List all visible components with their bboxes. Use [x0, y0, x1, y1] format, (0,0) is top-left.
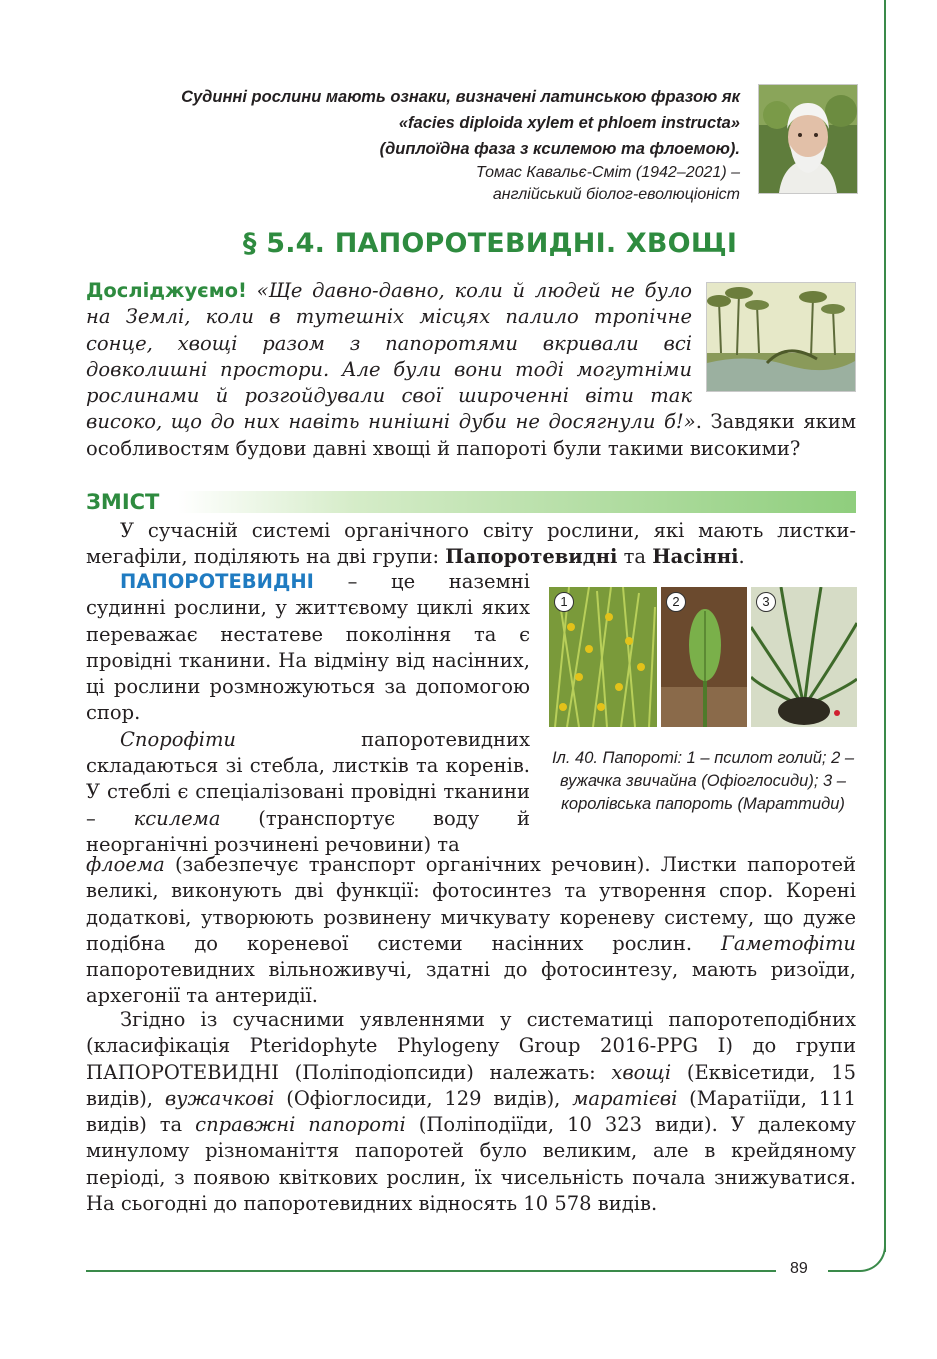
paragraph-text: .: [738, 545, 745, 569]
figure-image-psilotum: [549, 587, 657, 727]
page-frame-corner: [828, 1222, 886, 1272]
paragraph-text: У сучасній системі органічного світу рослини, які мають листки-мегафіли, поділяють на дві групи:: [86, 519, 856, 569]
epigraph-quote-line: «facies diploida xylem et phloem instructa»: [398, 114, 740, 132]
figure-label-1: 1: [554, 592, 574, 612]
paragraph-text: (Маратіїди, 111 видів) та: [86, 1086, 856, 1137]
paragraph-text: Згідно із сучасними уявленнями у систематиці папоротеподібних (класифікація Pteridophyte Phylogeny Group 2016-PPG I) до групи ПАПОРОТЕВИДНІ (Поліподіопсиди) належать:: [86, 1008, 856, 1084]
figure-caption: Іл. 40. Папороті: 1 – псилот голий; 2 – вужачка звичайна (Офіоглосиди); 3 – королівська папороть (Мараттиди): [551, 749, 855, 813]
paragraph-groups: [86, 518, 856, 571]
epigraph: [100, 84, 740, 206]
term-adders-tongues: вужачкові: [164, 1086, 275, 1110]
explore-question: . Завдяки яким особливостям будови давні хвощі й папороті були такими високими?: [86, 410, 857, 460]
content-heading: ЗМІСТ: [86, 490, 160, 514]
term-true-ferns: справжні папороті: [195, 1113, 406, 1137]
term-sporophytes: Спорофіти: [120, 727, 236, 751]
paragraph-text: (Офіоглосиди, 129 видів),: [274, 1086, 573, 1110]
page-number: 89: [790, 1260, 808, 1277]
term-seed-plants: Насінні: [652, 545, 739, 569]
figure-40: [549, 587, 857, 727]
explore-lead: Досліджуємо!: [86, 279, 247, 302]
term-xylem: ксилема: [133, 806, 221, 830]
paragraph-definition: [86, 569, 530, 727]
epigraph-author: Томас Кавальє-Сміт (1942–2021) –: [475, 164, 740, 181]
epigraph-quote-line: Судинні рослини мають ознаки, визначені латинською фразою як: [181, 88, 740, 106]
content-heading-bar: [86, 491, 856, 513]
term-phloem: флоема: [86, 853, 165, 876]
paragraph-sporophytes: [86, 727, 530, 858]
left-column-text: [86, 569, 530, 858]
epigraph-quote-line: (диплоїдна фаза з ксилемою та флоемою).: [379, 140, 740, 158]
paragraph-text: – це наземні судинні рослини, у життєвому циклі яких переважає нестатеве покоління та є провідні тканини. На відміну від насінних, ці рослини розмножуються за допомогою спор.: [86, 570, 530, 725]
paragraph-text: (Поліподіїди, 10 323 види). У далекому минулому різноманіття папоротей було великим, але в крейдяному періоді, з появою квіткових рослин, їх чисельність почала знижуватися. На сьогодні до папоротевидних відносять 10 578 видів.: [86, 1113, 856, 1216]
term-gametophytes: Гаметофіти: [720, 931, 856, 955]
paragraph-sporophytes-continued: [86, 852, 856, 1010]
prehistoric-landscape-image: [706, 282, 856, 392]
figure-image-ophioglossum: [661, 587, 747, 727]
figure-label-2: 2: [666, 592, 686, 612]
epigraph-author-description: англійський біолог-еволюціоніст: [492, 186, 740, 203]
intro-paragraph: [86, 278, 856, 462]
figure-label-3: 3: [756, 592, 776, 612]
term-horsetails: хвощі: [611, 1060, 672, 1084]
page-frame-right: [884, 0, 886, 1252]
explore-quote: «Ще давно-давно, коли й людей не було на Землі, коли в тутешніх місцях палило тропічне сонце, хвощі разом з папоротями вкривали всі довколишні простори. Але були вони тоді могутніми рослинами й розгойдували свої широченні віти так високо, що до них навіть нинішні дуби не досягнули б!»: [86, 279, 696, 434]
term-marattiaceae: маратієві: [572, 1086, 678, 1110]
section-title: § 5.4. ПАПОРОТЕВИДНІ. ХВОЩІ: [242, 228, 738, 259]
term-ferns: Папоротевидні: [445, 545, 618, 569]
paragraph-text: (транспортує воду й неорганічні розчинені речовини) та: [86, 806, 530, 856]
figure-image-marattia: [751, 587, 857, 727]
author-portrait: [758, 84, 858, 194]
paragraph-text: папоротевидних складаються зі стебла, листків та коренів. У стеблі є спеціалізовані провідні тканини –: [86, 727, 530, 830]
paragraph-text: папоротевидних вільноживучі, здатні до фотосинтезу, мають ризоїди, архегонії та антеридії.: [86, 958, 856, 1008]
term-pteridophytes: ПАПОРОТЕВИДНІ: [120, 570, 314, 593]
footer-rule: [86, 1270, 776, 1272]
paragraph-classification: [86, 1007, 856, 1217]
paragraph-text: (Еквісетиди, 15 видів),: [86, 1060, 857, 1110]
paragraph-text: та: [617, 545, 653, 569]
paragraph-text: (забезпечує транспорт органічних речовин). Листки папоротей великі, виконують дві функції: фотосинтез та утворення спор. Корені додаткові, утворюють розвинену мичкувату кореневу систему, що дуже подібна до кореневої системи насінних рослин.: [86, 853, 856, 955]
